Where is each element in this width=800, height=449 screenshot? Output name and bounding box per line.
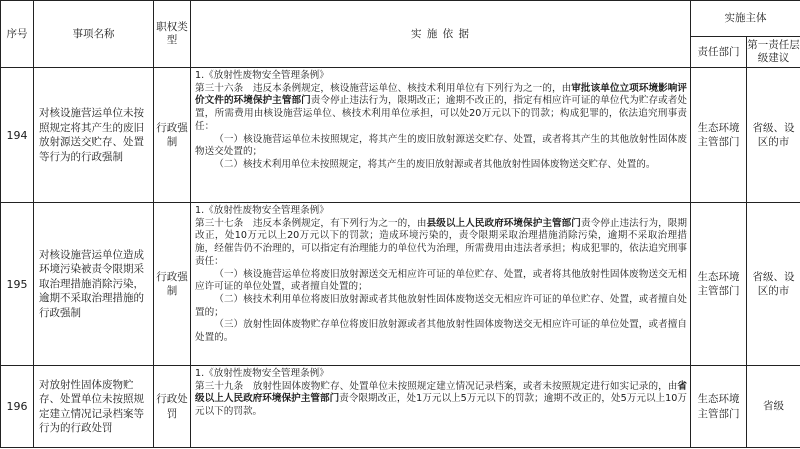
row-level: 省级、设区的市 <box>747 68 800 203</box>
row-basis <box>191 366 691 448</box>
row-dept: 生态环境主管部门 <box>691 203 747 366</box>
table-row <box>1 366 800 448</box>
basis-text: （二）核技术利用单位将废旧放射源或者其他放射性固体废物送交无相应许可证的单位贮存、处置，或者擅自处置的； <box>195 293 687 318</box>
basis-paragraph <box>195 319 687 344</box>
basis-text: （三）放射性固体废物贮存单位将废旧放射源或者其他放射性固体废物送交无相应许可证的单位处置，或者擅自处置的。 <box>195 319 687 344</box>
header-item-name: 事项名称 <box>34 1 154 68</box>
row-item-name: 对放射性固体废物贮存、处置单位未按照规定建立情况记录档案等行为的行政处罚 <box>34 366 154 448</box>
header-power-type: 职权类型 <box>154 1 191 68</box>
row-power-type: 行政强制 <box>154 68 191 203</box>
row-level: 省级、设区的市 <box>747 203 800 366</box>
basis-paragraph <box>195 269 687 294</box>
basis-paragraph <box>195 70 687 83</box>
row-dept: 生态环境主管部门 <box>691 68 747 203</box>
table-row <box>1 68 800 203</box>
row-power-type: 行政处罚 <box>154 366 191 448</box>
basis-text: 1.《放射性废物安全管理条例》 <box>195 368 329 379</box>
header-seq: 序号 <box>1 1 34 68</box>
basis-text: 1.《放射性废物安全管理条例》 <box>195 205 329 216</box>
basis-authority: 省级以上人民政府环境保护主管部门 <box>195 380 687 405</box>
basis-authority: 审批该单位立项环境影响评价文件的环境保护主管部门 <box>195 82 688 107</box>
row-seq: 194 <box>1 68 34 203</box>
row-dept: 生态环境主管部门 <box>691 366 747 448</box>
row-basis <box>191 203 691 366</box>
basis-paragraph <box>195 294 687 319</box>
row-power-type: 行政强制 <box>154 203 191 366</box>
basis-paragraph <box>195 368 687 381</box>
header-level: 第一责任层级建议 <box>747 37 800 68</box>
header-subject: 实施主体 <box>691 1 800 37</box>
basis-text-tail: 责令限期改正，处1万元以上5万元以下的罚款；逾期不改正的，处5万元以上10万元以下的罚款。 <box>195 393 687 418</box>
row-level: 省级 <box>747 366 800 448</box>
header-dept: 责任部门 <box>691 37 747 68</box>
basis-text: 1.《放射性废物安全管理条例》 <box>195 70 329 81</box>
basis-text: （二）核技术利用单位未按照规定，将其产生的废旧放射源或者其他放射性固体废物送交贮存、处置的。 <box>214 158 656 170</box>
row-item-name: 对核设施营运单位未按照规定将其产生的废旧放射源送交贮存、处置等行为的行政强制 <box>34 68 154 203</box>
basis-text-tail: 责令停止违法行为，限期改正，处10万元以上20万元以下的罚款；造成环境污染的，责令限期采取治理措施消除污染，逾期不采取治理措施，经催告仍不治理的，可以指定有治理能力的单位代为治理，所需费用由违法者承担；构成犯罪的，依法追究刑事责任： <box>195 217 688 267</box>
basis-authority: 县级以上人民政府环境保护主管部门 <box>426 217 581 229</box>
basis-paragraph <box>195 159 687 172</box>
header-row-top <box>1 1 800 37</box>
basis-text: 第三十七条 违反本条例规定，有下列行为之一的，由 <box>195 217 427 229</box>
table-body <box>1 68 800 448</box>
basis-paragraph <box>195 205 687 218</box>
row-seq: 196 <box>1 366 34 448</box>
basis-paragraph <box>195 218 687 269</box>
basis-text: （一）核设施营运单位未按照规定，将其产生的废旧放射源送交贮存、处置，或者将其产生的其他放射性固体废物送交处置的； <box>195 133 687 158</box>
basis-paragraph <box>195 134 687 159</box>
basis-text: 第三十九条 放射性固体废物贮存、处置单位未按照规定建立情况记录档案，或者未按照规定进行如实记录的，由 <box>195 380 678 392</box>
basis-paragraph <box>195 83 687 134</box>
row-seq: 195 <box>1 203 34 366</box>
basis-text: 第三十六条 违反本条例规定，核设施营运单位、核技术利用单位有下列行为之一的，由 <box>195 82 572 94</box>
basis-text-tail: 责令停止违法行为，限期改正；逾期不改正的，指定有相应许可证的单位代为贮存或者处置，所需费用由核设施营运单位、核技术利用单位承担，可以处20万元以下的罚款；构成犯罪的，依法追究刑事责任： <box>195 95 688 132</box>
header-basis: 实 施 依 据 <box>191 1 691 68</box>
row-basis <box>191 68 691 203</box>
basis-paragraph <box>195 381 687 419</box>
basis-text: （一）核设施营运单位将废旧放射源送交无相应许可证的单位贮存、处置，或者将其他放射性固体废物送交无相应许可证的单位处置，或者擅自处置的； <box>195 268 687 293</box>
row-item-name: 对核设施营运单位造成环境污染被责令限期采取治理措施消除污染，逾期不采取治理措施的行政强制 <box>34 203 154 366</box>
table-row <box>1 203 800 366</box>
